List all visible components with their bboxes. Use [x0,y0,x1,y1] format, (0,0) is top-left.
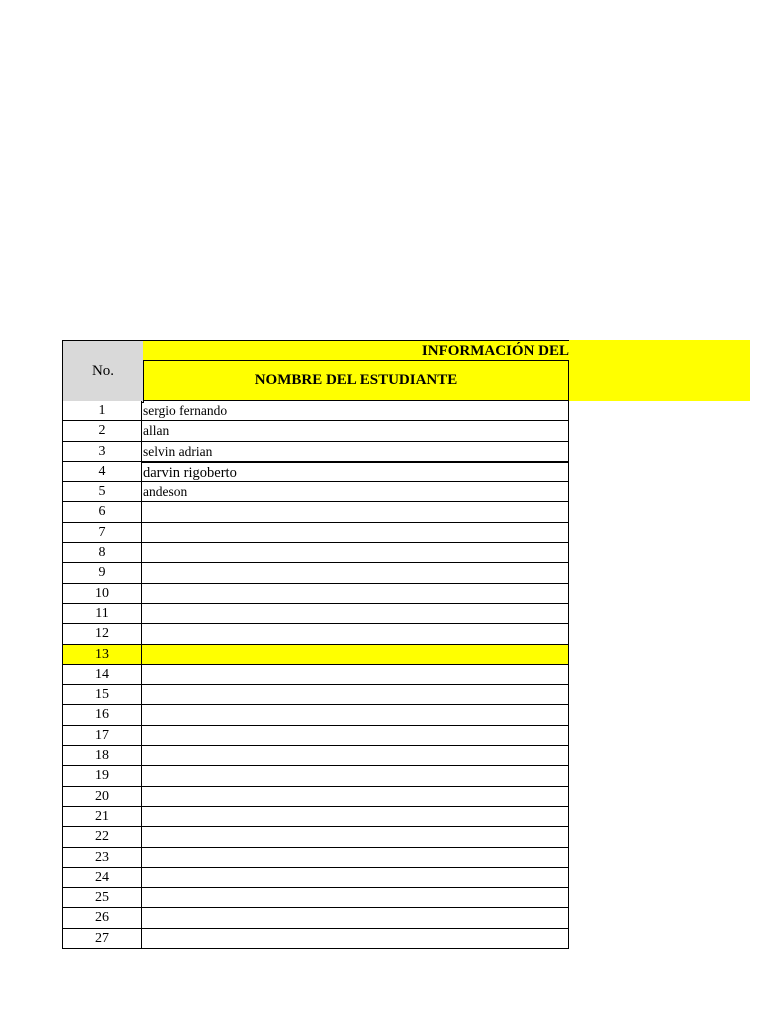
student-name-cell[interactable]: andeson [142,482,569,502]
table-row [62,604,569,624]
table-row [62,908,569,928]
table-row [62,563,569,583]
student-name-cell[interactable] [142,665,569,685]
column-header-no-label: No. [91,363,115,379]
student-name-cell[interactable] [142,766,569,786]
row-number-cell[interactable]: 27 [62,929,142,949]
student-name-cell[interactable] [142,848,569,868]
student-name-cell[interactable] [142,746,569,766]
table-row [62,624,569,644]
row-number-cell[interactable]: 12 [62,624,142,644]
table-row [62,462,569,482]
row-number-cell[interactable]: 2 [62,421,142,441]
table-row [62,929,569,949]
row-number-cell[interactable]: 10 [62,584,142,604]
row-number-cell[interactable]: 20 [62,787,142,807]
table-row [62,401,569,421]
table-row [62,482,569,502]
table-row [62,827,569,847]
row-number-cell[interactable]: 9 [62,563,142,583]
student-name-cell[interactable] [142,908,569,928]
student-name-cell[interactable] [142,726,569,746]
row-number-cell[interactable]: 15 [62,685,142,705]
row-number-cell[interactable]: 6 [62,502,142,522]
table-row [62,584,569,604]
table-row [62,543,569,563]
section-header-info [143,340,569,361]
row-number-cell[interactable]: 1 [62,401,142,421]
student-name-cell[interactable] [142,787,569,807]
student-name-cell[interactable] [142,645,569,665]
column-header-no [62,340,144,403]
student-name-cell[interactable] [142,888,569,908]
table-row [62,888,569,908]
table-row [62,645,569,665]
student-table-body [62,401,569,949]
row-number-cell[interactable]: 24 [62,868,142,888]
row-number-cell[interactable]: 21 [62,807,142,827]
student-name-cell[interactable] [142,523,569,543]
student-name-cell[interactable] [142,584,569,604]
table-row [62,766,569,786]
table-row [62,726,569,746]
table-row [62,868,569,888]
student-name-cell[interactable] [142,929,569,949]
column-header-student-name-label: NOMBRE DEL ESTUDIANTE [254,372,458,388]
row-number-cell[interactable]: 7 [62,523,142,543]
table-row [62,787,569,807]
table-row [62,685,569,705]
row-number-cell[interactable]: 18 [62,746,142,766]
student-name-cell[interactable] [142,705,569,725]
student-name-cell[interactable]: selvin adrian [142,442,569,462]
row-number-cell[interactable]: 16 [62,705,142,725]
student-name-cell[interactable] [142,624,569,644]
row-number-cell[interactable]: 3 [62,442,142,462]
student-name-cell[interactable] [142,502,569,522]
student-name-cell[interactable] [142,868,569,888]
student-name-cell[interactable] [142,543,569,563]
row-number-cell[interactable]: 26 [62,908,142,928]
table-row [62,705,569,725]
row-number-cell[interactable]: 4 [62,462,142,482]
row-number-cell[interactable]: 23 [62,848,142,868]
header-yellow-extension [569,340,750,401]
student-name-cell[interactable] [142,827,569,847]
row-number-cell[interactable]: 13 [62,645,142,665]
student-name-cell[interactable]: sergio fernando [142,401,569,421]
section-header-info-label: INFORMACIÓN DEL [421,343,569,359]
table-row [62,442,569,462]
student-name-cell[interactable]: allan [142,421,569,441]
table-row [62,502,569,522]
student-name-cell[interactable] [142,604,569,624]
student-name-cell[interactable] [142,563,569,583]
table-row [62,523,569,543]
row-number-cell[interactable]: 25 [62,888,142,908]
row-number-cell[interactable]: 11 [62,604,142,624]
table-row [62,848,569,868]
table-row [62,421,569,441]
student-name-cell[interactable] [142,807,569,827]
table-row [62,746,569,766]
student-name-cell[interactable]: darvin rigoberto [142,462,569,482]
row-number-cell[interactable]: 22 [62,827,142,847]
row-number-cell[interactable]: 5 [62,482,142,502]
table-row [62,807,569,827]
row-number-cell[interactable]: 8 [62,543,142,563]
student-name-cell[interactable] [142,685,569,705]
table-row [62,665,569,685]
column-header-student-name [143,360,569,401]
row-number-cell[interactable]: 17 [62,726,142,746]
row-number-cell[interactable]: 14 [62,665,142,685]
row-number-cell[interactable]: 19 [62,766,142,786]
